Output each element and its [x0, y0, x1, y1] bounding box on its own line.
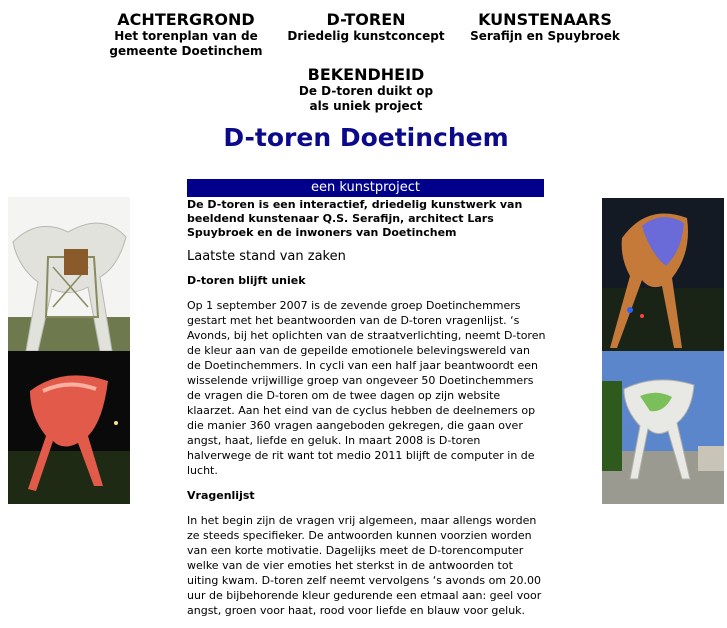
- nav-bekendheid[interactable]: [281, 65, 451, 114]
- paragraph-2: In het begin zijn de vragen vrij algemeen, maar allengs worden ze steeds specifieker. De antwoorden kunnen voorzien worden van een korte motivatie. Dagelijks meet de D-torencomputer welke van de vier emoties het sterkst in de antwoorden tot uiting kwam. D-toren zelf neemt vervolgens ‘s avonds om 20.00 uur de bijbehorende kleur gedurende een etmaal aan: geel voor angst, groen voor haat, rood voor liefde en blauw voor geluk.: [187, 514, 542, 617]
- nav-sub-achtergrond-1: Het torenplan van de: [114, 29, 258, 43]
- tower-photo-red-night: [8, 351, 130, 504]
- nav-heading-achtergrond[interactable]: ACHTERGROND: [117, 10, 255, 29]
- nav-sub-bekendheid-2: als uniek project: [309, 99, 423, 113]
- subtitle-banner: een kunstproject: [187, 179, 544, 197]
- tower-photo-white-construction: [8, 197, 130, 351]
- nav-sub-kunstenaars: Serafijn en Spuybroek: [470, 29, 620, 43]
- nav-heading-kunstenaars[interactable]: KUNSTENAARS: [478, 10, 612, 29]
- nav-sub-bekendheid-1: De D-toren duikt op: [298, 84, 434, 98]
- subheading-uniek: D-toren blijft uniek: [187, 274, 306, 287]
- nav-heading-bekendheid[interactable]: BEKENDHEID: [307, 65, 425, 84]
- intro-text: De D-toren is een interactief, driedelig kunstwerk van beeldend kunstenaar Q.S. Serafijn, architect Lars Spuybroek en de inwoners van Doetinchem: [187, 198, 523, 239]
- nav-kunstenaars[interactable]: [460, 10, 630, 44]
- nav-achtergrond[interactable]: [100, 10, 272, 59]
- tower-photo-white-day: [602, 351, 724, 504]
- article: [187, 248, 547, 628]
- nav-d-toren[interactable]: [281, 10, 451, 44]
- tower-photo-blue-night: [602, 198, 724, 351]
- page-title: D-toren Doetinchem: [223, 123, 509, 152]
- nav-sub-achtergrond-2: gemeente Doetinchem: [109, 44, 263, 58]
- nav-sub-d-toren: Driedelig kunstconcept: [287, 29, 445, 43]
- section-title: Laatste stand van zaken: [187, 249, 346, 264]
- nav-heading-d-toren[interactable]: D-TOREN: [326, 10, 406, 29]
- subheading-vragenlijst: Vragenlijst: [187, 489, 255, 502]
- paragraph-1: Op 1 september 2007 is de zevende groep Doetinchemmers gestart met het beantwoorden van de D-toren vragenlijst. ‘s Avonds, bij het oplichten van de straatverlichting, neemt D-toren de kleur aan van de gepeilde emotionele belevingswereld van de Doetinchemmers. In cycli van een half jaar beantwoordt een wisselende vrijwillige groep van ongeveer 50 Doetinchemmers de vragen die D-toren om de twee dagen op zijn website klaarzet. Aan het eind van de cyclus hebben de deelnemers op die manier 360 vragen aangeboden gekregen, die gaan over angst, haat, liefde en geluk. In maart 2008 is D-toren halverwege de rit want tot medio 2011 blijft de computer in de lucht.: [187, 299, 546, 477]
